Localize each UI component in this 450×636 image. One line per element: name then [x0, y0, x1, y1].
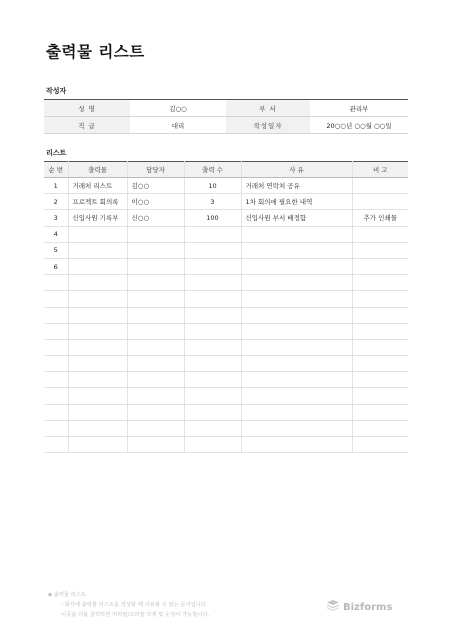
list-header-row: [44, 162, 408, 178]
table-row: [44, 275, 408, 291]
author-label: 작성일자: [226, 117, 310, 134]
cell-item: [68, 356, 127, 372]
table-row: [44, 404, 408, 420]
cell-no: [44, 339, 68, 355]
cell-no: 3: [44, 210, 68, 226]
cell-count: 3: [184, 194, 241, 210]
cell-reason: [241, 437, 352, 453]
cell-note: [352, 372, 408, 388]
table-row: [44, 194, 408, 210]
author-section-heading: 작성자: [46, 87, 67, 95]
cell-no: 5: [44, 242, 68, 258]
cell-item: [68, 226, 127, 242]
cell-item: [68, 388, 127, 404]
footer-line-1: ◆ 출력물 리스트: [48, 592, 87, 598]
cell-manager: [127, 226, 184, 242]
cell-note: [352, 356, 408, 372]
cell-item: [68, 242, 127, 258]
cell-manager: [127, 420, 184, 436]
cell-item: [68, 275, 127, 291]
header-item: 출력물: [68, 162, 127, 178]
cell-note: 추가 인쇄물: [352, 210, 408, 226]
footer-line-3: 이곳을 더블 클릭하면 머리말/꼬리말 삭제 및 수정이 가능합니다.: [61, 612, 210, 618]
cell-note: [352, 339, 408, 355]
table-row: [44, 323, 408, 339]
cell-item: [68, 323, 127, 339]
cell-note: [352, 242, 408, 258]
cell-count: [184, 258, 241, 274]
cell-count: [184, 242, 241, 258]
cell-manager: [127, 258, 184, 274]
cell-count: [184, 291, 241, 307]
cell-no: [44, 437, 68, 453]
cell-item: [68, 307, 127, 323]
author-label: 성 명: [44, 100, 130, 117]
cell-manager: [127, 437, 184, 453]
cell-no: [44, 356, 68, 372]
footer-notes: [48, 590, 209, 620]
cell-note: [352, 323, 408, 339]
cell-reason: [241, 404, 352, 420]
table-row: [44, 356, 408, 372]
author-value: 관리부: [310, 100, 408, 117]
cell-reason: 1차 회의에 필요한 내역: [241, 194, 352, 210]
cell-note: [352, 307, 408, 323]
cell-reason: [241, 372, 352, 388]
cell-item: 프로젝트 회의록: [68, 194, 127, 210]
page-title: 출력물 리스트: [46, 43, 145, 61]
list-section-heading: 리스트: [46, 149, 67, 157]
cell-no: [44, 323, 68, 339]
cell-reason: [241, 226, 352, 242]
cell-manager: [127, 339, 184, 355]
cell-manager: [127, 323, 184, 339]
cell-count: 10: [184, 178, 241, 194]
cell-count: [184, 226, 241, 242]
cell-manager: [127, 388, 184, 404]
cell-note: [352, 404, 408, 420]
cell-count: [184, 404, 241, 420]
cell-reason: [241, 356, 352, 372]
author-value: 20○○년 ○○월 ○○일: [310, 117, 408, 134]
cell-item: 신입사원 기록부: [68, 210, 127, 226]
cell-count: [184, 437, 241, 453]
cell-item: [68, 420, 127, 436]
cell-no: 2: [44, 194, 68, 210]
cell-manager: 이○○: [127, 194, 184, 210]
cell-manager: [127, 307, 184, 323]
table-row: [44, 178, 408, 194]
cell-note: [352, 275, 408, 291]
brand-logo: [327, 600, 392, 614]
cell-reason: 거래처 연락처 공유: [241, 178, 352, 194]
cell-note: [352, 226, 408, 242]
cell-item: [68, 372, 127, 388]
cell-note: [352, 388, 408, 404]
cell-reason: [241, 339, 352, 355]
cell-manager: [127, 242, 184, 258]
cell-manager: [127, 372, 184, 388]
author-label: 직 급: [44, 117, 130, 134]
cell-note: [352, 437, 408, 453]
cell-note: [352, 258, 408, 274]
cell-reason: [241, 307, 352, 323]
cell-no: [44, 307, 68, 323]
author-row: [44, 100, 408, 117]
cell-manager: 신○○: [127, 210, 184, 226]
cell-note: [352, 194, 408, 210]
cell-item: [68, 339, 127, 355]
author-label: 부 서: [226, 100, 310, 117]
cell-manager: [127, 356, 184, 372]
cell-no: [44, 404, 68, 420]
table-row: [44, 372, 408, 388]
cell-no: 1: [44, 178, 68, 194]
brand-name: Bizforms: [343, 601, 393, 613]
cell-reason: [241, 258, 352, 274]
cell-reason: [241, 323, 352, 339]
cell-no: [44, 291, 68, 307]
author-value: 대리: [130, 117, 226, 134]
cell-count: [184, 307, 241, 323]
cell-count: [184, 356, 241, 372]
output-list-table: [44, 161, 408, 453]
header-count: 출력 수: [184, 162, 241, 178]
cell-manager: [127, 291, 184, 307]
cell-no: 6: [44, 258, 68, 274]
cell-count: [184, 323, 241, 339]
author-row: [44, 117, 408, 134]
cell-reason: [241, 275, 352, 291]
header-manager: 담당자: [127, 162, 184, 178]
cell-manager: [127, 275, 184, 291]
cell-no: 4: [44, 226, 68, 242]
cell-no: [44, 275, 68, 291]
cell-item: [68, 258, 127, 274]
cell-reason: [241, 420, 352, 436]
cell-no: [44, 388, 68, 404]
table-row: [44, 437, 408, 453]
cell-item: [68, 291, 127, 307]
cell-item: [68, 404, 127, 420]
table-row: [44, 226, 408, 242]
cell-reason: [241, 291, 352, 307]
table-row: [44, 291, 408, 307]
cell-count: 100: [184, 210, 241, 226]
cell-no: [44, 372, 68, 388]
header-reason: 사 유: [241, 162, 352, 178]
cell-note: [352, 291, 408, 307]
cell-count: [184, 420, 241, 436]
cell-item: [68, 437, 127, 453]
cell-reason: [241, 242, 352, 258]
cell-count: [184, 339, 241, 355]
table-row: [44, 210, 408, 226]
table-row: [44, 307, 408, 323]
table-row: [44, 420, 408, 436]
cell-count: [184, 372, 241, 388]
cell-count: [184, 275, 241, 291]
header-note: 비 고: [352, 162, 408, 178]
footer-line-2: - 회사에 출력물 리스트를 작성할 때 사용할 수 있는 문서입니다.: [61, 602, 208, 608]
cell-item: 거래처 리스트: [68, 178, 127, 194]
table-row: [44, 339, 408, 355]
cell-count: [184, 388, 241, 404]
cell-note: [352, 420, 408, 436]
cell-reason: [241, 388, 352, 404]
cell-no: [44, 420, 68, 436]
author-table: [44, 99, 408, 134]
table-row: [44, 258, 408, 274]
cell-manager: 김○○: [127, 178, 184, 194]
table-row: [44, 388, 408, 404]
bizforms-logo-icon: [327, 600, 339, 614]
cell-reason: 신입사원 부서 배정함: [241, 210, 352, 226]
cell-note: [352, 178, 408, 194]
header-no: 순 번: [44, 162, 68, 178]
author-value: 김○○: [130, 100, 226, 117]
table-row: [44, 242, 408, 258]
cell-manager: [127, 404, 184, 420]
